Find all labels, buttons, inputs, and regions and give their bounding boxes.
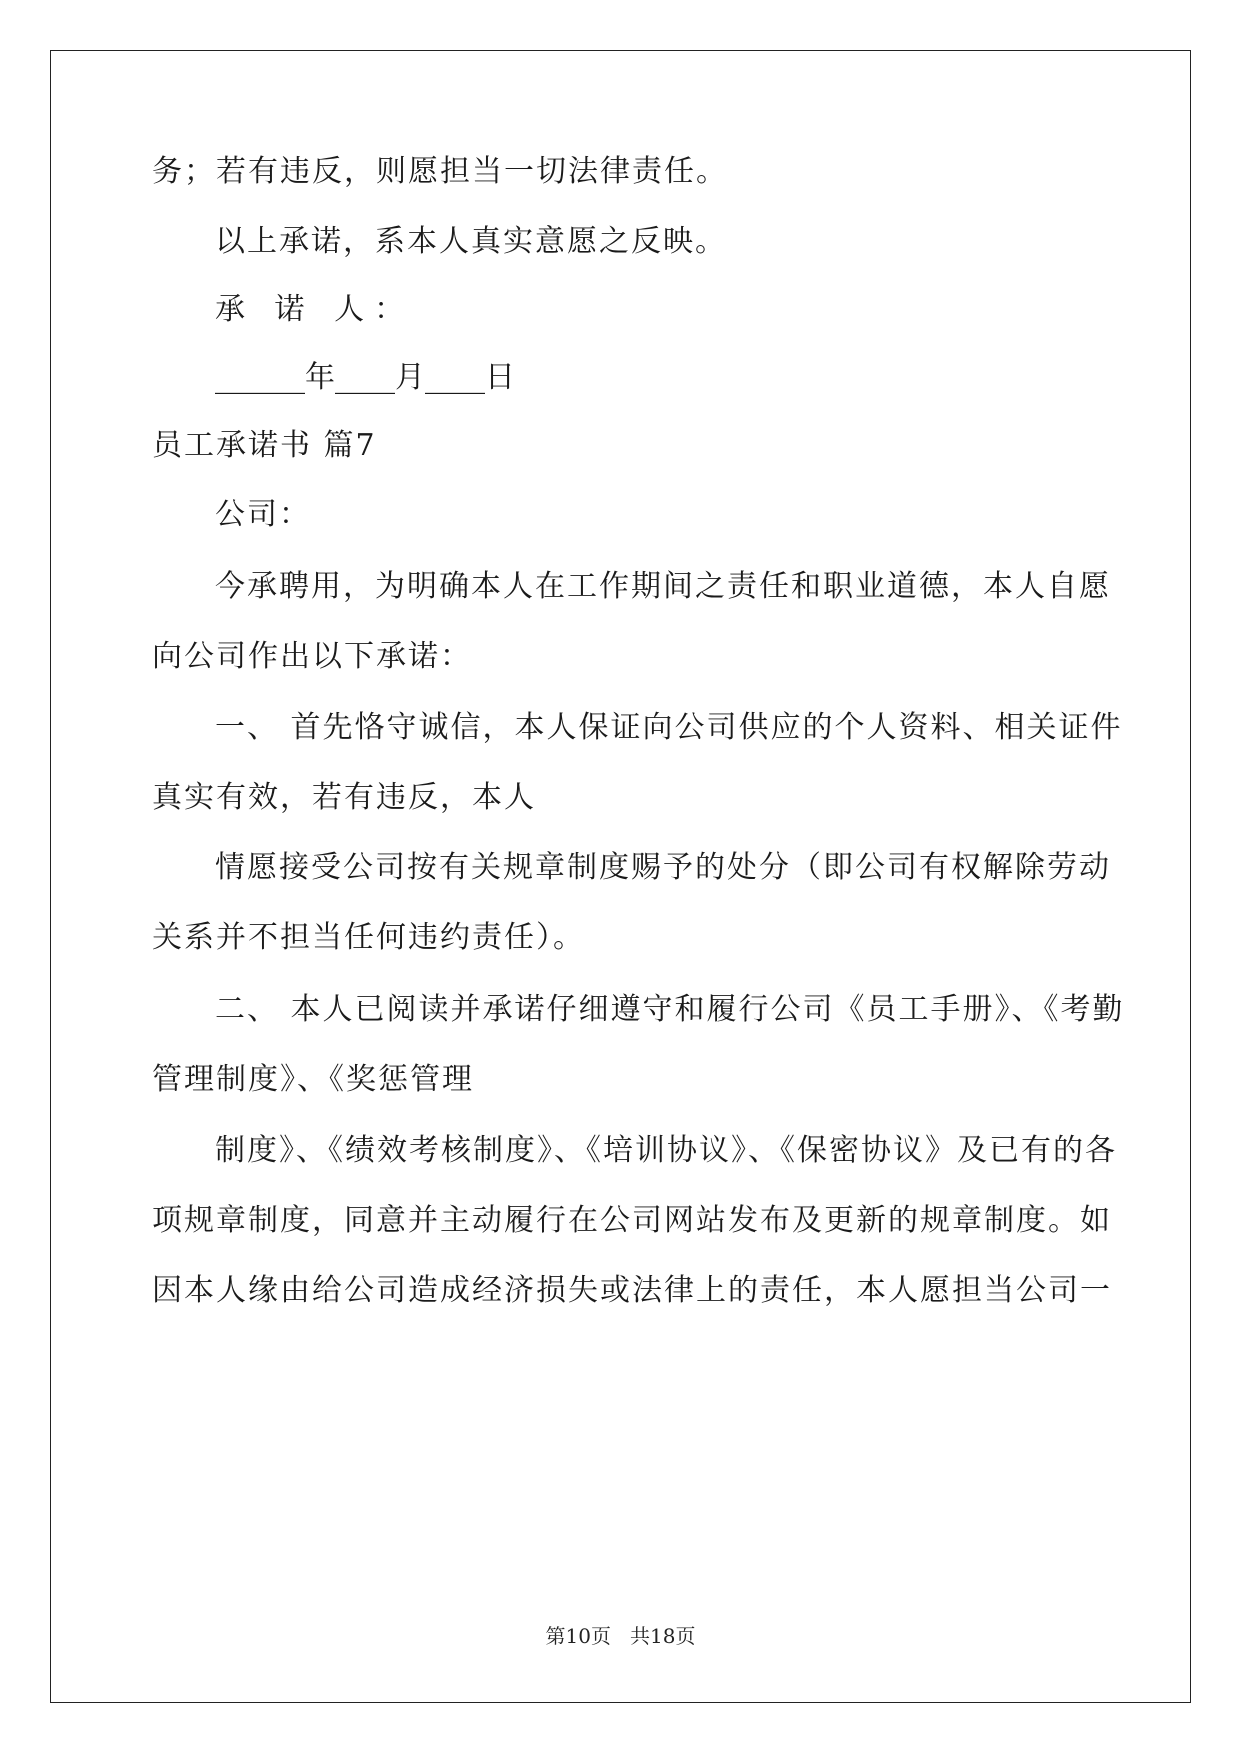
date-line: ______年____月____日 bbox=[215, 360, 515, 395]
text-line: 关系并不担当任何违约责任）。 bbox=[152, 920, 585, 955]
text-line: 因本人缘由给公司造成经济损失或法律上的责任，本人愿担当公司一 bbox=[152, 1273, 1112, 1308]
text-line: 向公司作出以下承诺： bbox=[152, 639, 472, 674]
page-number-footer: 第10页 共18页 bbox=[545, 1624, 696, 1648]
signatory-label: 承 诺 人： bbox=[215, 292, 415, 327]
text-line: 二、 本人已阅读并承诺仔细遵守和履行公司《员工手册》、《考勤 bbox=[215, 992, 1125, 1027]
text-line: 管理制度》、《奖惩管理 bbox=[152, 1062, 474, 1097]
text-line: 今承聘用，为明确本人在工作期间之责任和职业道德，本人自愿 bbox=[215, 569, 1111, 604]
text-line: 公司： bbox=[215, 497, 311, 532]
text-line: 项规章制度，同意并主动履行在公司网站发布及更新的规章制度。如 bbox=[152, 1203, 1112, 1238]
text-line: 情愿接受公司按有关规章制度赐予的处分（即公司有权解除劳动 bbox=[215, 850, 1111, 885]
text-line: 一、 首先恪守诚信，本人保证向公司供应的个人资料、相关证件 bbox=[215, 710, 1123, 745]
section-heading: 员工承诺书 篇7 bbox=[152, 428, 377, 463]
text-line: 制度》、《绩效考核制度》、《培训协议》、《保密协议》及已有的各 bbox=[215, 1133, 1117, 1168]
text-line: 真实有效，若有违反，本人 bbox=[152, 780, 536, 815]
text-line: 务；若有违反，则愿担当一切法律责任。 bbox=[152, 154, 728, 189]
text-line: 以上承诺，系本人真实意愿之反映。 bbox=[215, 224, 727, 259]
